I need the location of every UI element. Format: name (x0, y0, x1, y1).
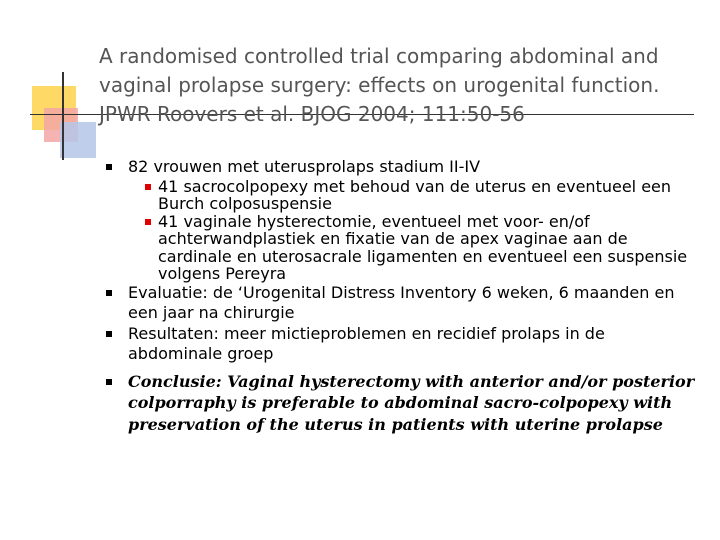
title-line-2: vaginal prolapse surgery: effects on urogenital function. (99, 73, 660, 97)
bullet-item-conclusie (104, 371, 700, 436)
bullet-item-patients (104, 157, 700, 283)
sub-bullet-text: 41 vaginale hysterectomie, eventueel met voor- en/of achterwandplastiek en fixatie van de apex vaginae aan de cardinale en uterosacrale ligamenten en eventueel een suspensie volgens Pereyra (158, 211, 688, 283)
slide-title (99, 42, 709, 129)
red-square-bullet-icon (145, 184, 151, 190)
square-bullet-icon (106, 290, 112, 296)
title-line-1: A randomised controlled trial comparing abdominal and (99, 44, 659, 68)
decor-vertical-line (62, 72, 64, 160)
bullet-item-evaluatie (104, 283, 700, 324)
conclusion-text: Conclusie: Vaginal hysterectomy with anterior and/or posterior colporraphy is preferable to abdominal sacro-colpopexy with preservation of the uterus in patients with uterine prolapse (128, 371, 695, 434)
square-bullet-icon (106, 331, 112, 337)
square-bullet-icon (106, 164, 112, 170)
bullet-list (104, 157, 700, 435)
decor-blue-square (60, 122, 96, 158)
sub-bullet-item-hysterectomie (128, 213, 700, 283)
bullet-text: Resultaten: meer mictieproblemen en recidief prolaps in de abdominale groep (128, 323, 605, 363)
title-line-3: JPWR Roovers et al. BJOG 2004; 111:50-56 (99, 102, 525, 126)
red-square-bullet-icon (145, 219, 151, 225)
square-bullet-icon (106, 379, 112, 385)
sub-bullet-item-sacrocolpopexy (128, 178, 700, 213)
bullet-item-resultaten (104, 324, 700, 365)
sub-bullet-list (128, 178, 700, 283)
bullet-text: Evaluatie: de ‘Urogenital Distress Inventory 6 weken, 6 maanden en een jaar na chirurgie (128, 282, 675, 322)
bullet-text: 82 vrouwen met uterusprolaps stadium II-IV (128, 157, 481, 176)
sub-bullet-text: 41 sacrocolpopexy met behoud van de uterus en eventueel een Burch colposuspensie (158, 176, 672, 213)
